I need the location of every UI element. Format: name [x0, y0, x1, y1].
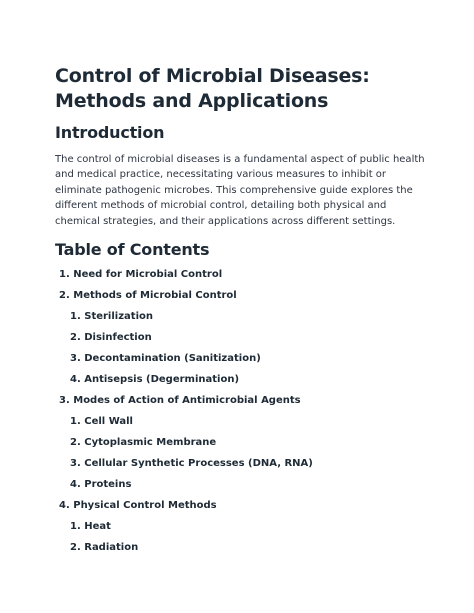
toc-subitem-proteins: 4. Proteins [70, 479, 132, 490]
toc-item-physical-control: 4. Physical Control Methods [59, 500, 217, 511]
toc-item-modes-of-action: 3. Modes of Action of Antimicrobial Agents [59, 395, 301, 406]
introduction-paragraph: The control of microbial diseases is a fundamental aspect of public health and medical practice, necessitating various measures to inhibit or eliminate pathogenic microbes. This comprehensive guide explores the different methods of microbial control, detailing both physical and chemical strategies, and their applications across different settings. [55, 154, 425, 227]
toc-subitem-disinfection: 2. Disinfection [70, 332, 152, 343]
toc-subitem-cell-wall: 1. Cell Wall [70, 416, 133, 427]
toc-subitem-radiation: 2. Radiation [70, 542, 139, 553]
toc-subitem-antisepsis: 4. Antisepsis (Degermination) [70, 374, 240, 385]
toc-subitem-heat: 1. Heat [70, 521, 111, 532]
toc-subitem-cytoplasmic-membrane: 2. Cytoplasmic Membrane [70, 437, 217, 448]
toc-subitem-sterilization: 1. Sterilization [70, 311, 153, 322]
toc-heading: Table of Contents [55, 240, 210, 259]
introduction-heading: Introduction [55, 123, 165, 142]
toc-subitem-synthetic-processes: 3. Cellular Synthetic Processes (DNA, RNA) [70, 458, 313, 469]
document-title: Control of Microbial Diseases: Methods and Applications [55, 65, 370, 112]
toc-subitem-decontamination: 3. Decontamination (Sanitization) [70, 353, 261, 364]
toc-item-methods: 2. Methods of Microbial Control [59, 290, 237, 301]
toc-item-need-for-control: 1. Need for Microbial Control [59, 269, 223, 280]
